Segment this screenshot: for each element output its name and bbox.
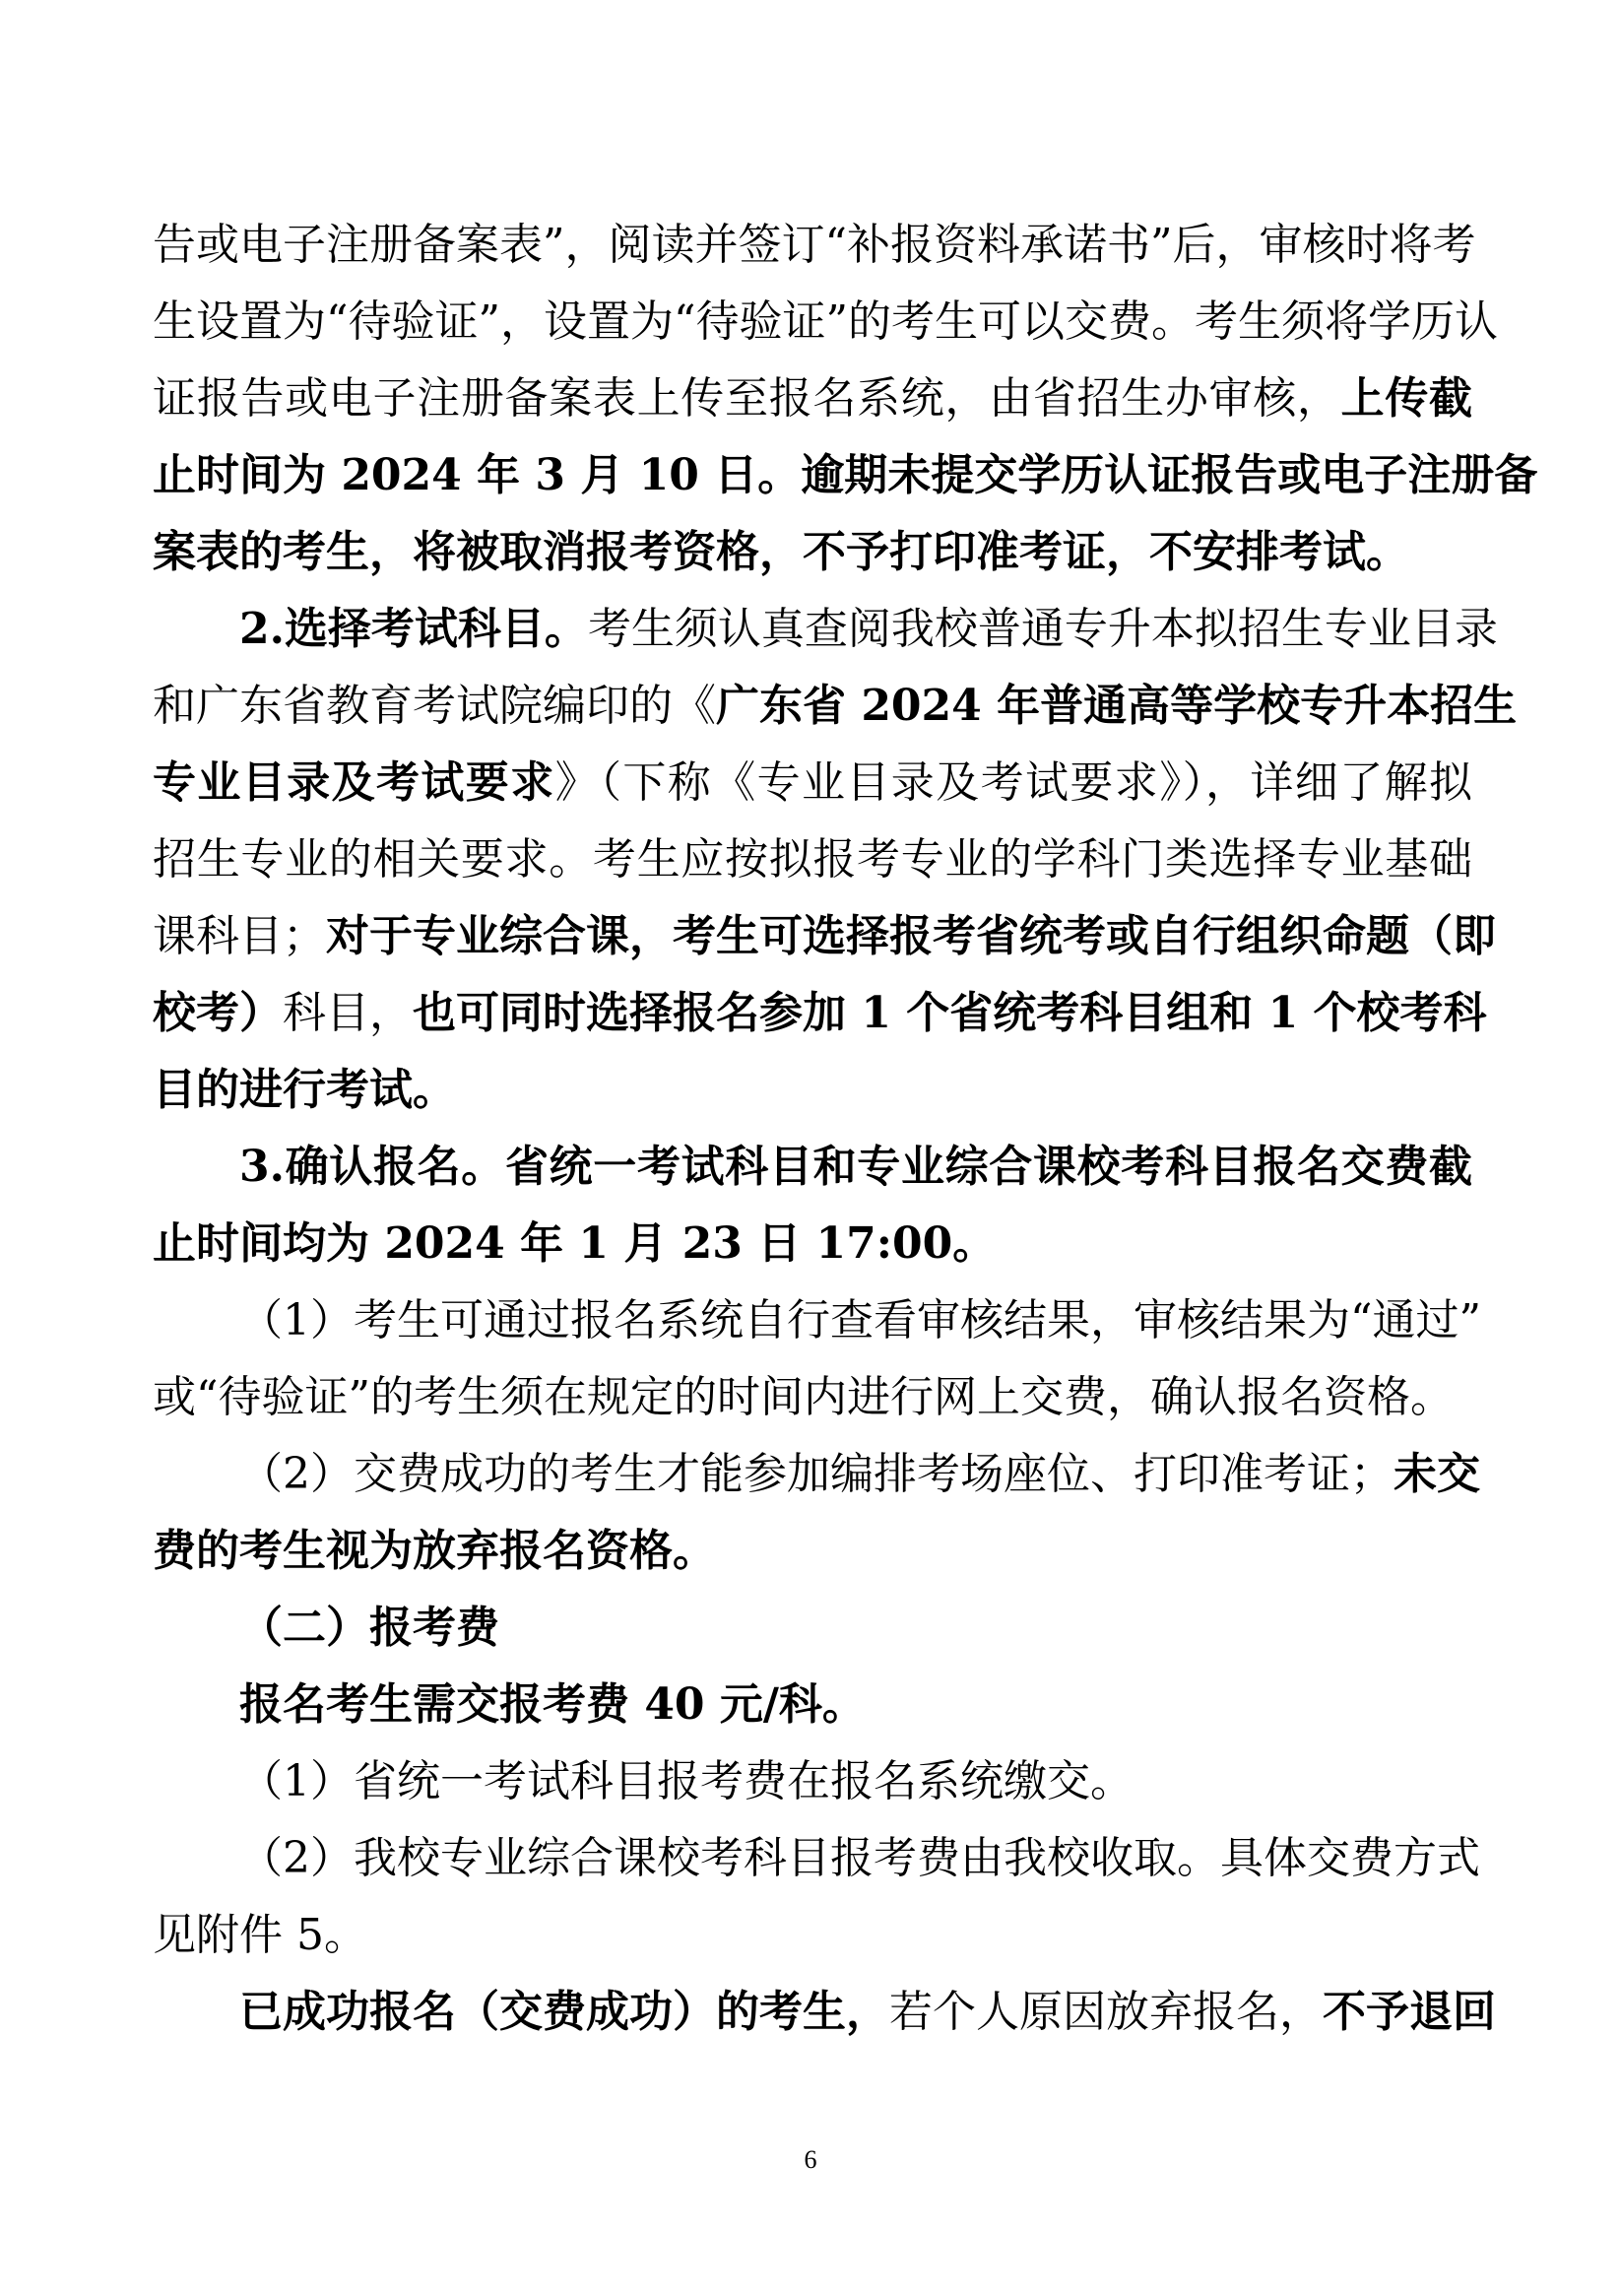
text-line: [153, 898, 1496, 975]
bold-text-segment: 止时间均为 2024 年 1 月 23 日 17:00。: [153, 1218, 997, 1269]
bold-text-segment: 3.确认报名。省统一考试科目和专业综合课校考科目报名交费截: [239, 1142, 1472, 1192]
bold-text-segment: 专业目录及考试要求: [153, 757, 555, 808]
text-segment: （2）我校专业综合课校考科目报考费由我校收取。具体交费方式: [239, 1833, 1480, 1883]
text-line: [153, 514, 1472, 591]
text-segment: 课科目；: [153, 911, 326, 961]
text-line: [153, 284, 1498, 361]
text-line: [153, 1436, 1480, 1513]
text-segment: （1）省统一考试科目报考费在报名系统缴交。: [239, 1756, 1134, 1806]
text-line: [153, 591, 1498, 668]
bold-text-segment: 校考）: [153, 988, 283, 1038]
text-line: [153, 207, 1476, 284]
text-segment: （1）考生可通过报名系统自行查看审核结果，审核结果为“通过”: [239, 1295, 1481, 1345]
bold-text-segment: 未交: [1394, 1449, 1480, 1499]
text-line: [153, 1667, 1472, 1743]
bold-text-segment: 不予退回: [1323, 1987, 1496, 2037]
text-line: [153, 1743, 1472, 1820]
text-line: [153, 668, 1518, 745]
text-segment: 见附件 5。: [153, 1910, 367, 1960]
text-segment: 或“待验证”的考生须在规定的时间内进行网上交费，确认报名资格。: [153, 1372, 1454, 1422]
page-number: 6: [804, 2145, 817, 2174]
text-line: [153, 1590, 1472, 1667]
text-segment: 和广东省教育考试院编印的《: [153, 681, 716, 731]
bold-text-segment: 报名考生需交报考费 40 元/科。: [239, 1679, 866, 1730]
text-line: [153, 361, 1472, 437]
bold-text-segment: 广东省 2024 年普通高等学校专升本招生: [716, 681, 1518, 731]
bold-text-segment: 已成功报名（交费成功）的考生，: [239, 1987, 889, 2037]
text-segment: 》（下称《专业目录及考试要求》），详细了解拟: [554, 757, 1473, 808]
text-segment: （2）交费成功的考生才能参加编排考场座位、打印准考证；: [239, 1449, 1394, 1499]
document-body: [153, 207, 1538, 2051]
text-line: [153, 821, 1472, 898]
text-segment: 若个人原因放弃报名，: [889, 1987, 1323, 2037]
text-line: [153, 1820, 1480, 1897]
text-line: [153, 1052, 1472, 1129]
text-line: [153, 1359, 1472, 1436]
text-segment: 考生须认真查阅我校普通专升本拟招生专业目录: [587, 604, 1498, 654]
text-line: [153, 1129, 1472, 1206]
text-line: [153, 1974, 1496, 2051]
text-segment: 科目，: [283, 988, 413, 1038]
text-segment: 招生专业的相关要求。考生应按拟报考专业的学科门类选择专业基础: [153, 834, 1472, 885]
bold-text-segment: 也可同时选择报名参加 1 个省统考科目组和 1 个校考科: [413, 988, 1487, 1038]
text-line: [153, 1206, 1472, 1282]
text-segment: 告或电子注册备案表”，阅读并签订“补报资料承诺书”后，审核时将考: [153, 220, 1476, 270]
text-line: [153, 437, 1538, 514]
bold-text-segment: 2.选择考试科目。: [239, 604, 588, 654]
bold-text-segment: 费的考生视为放弃报名资格。: [153, 1526, 716, 1576]
text-line: [153, 1897, 1472, 1974]
bold-text-segment: （二）报考费: [239, 1603, 499, 1653]
text-segment: 生设置为“待验证”，设置为“待验证”的考生可以交费。考生须将学历认: [153, 296, 1498, 347]
text-segment: 证报告或电子注册备案表上传至报名系统，由省招生办审核，: [153, 373, 1341, 424]
text-line: [153, 745, 1472, 821]
bold-text-segment: 止时间为 2024 年 3 月 10 日。逾期未提交学历认证报告或电子注册备: [153, 450, 1538, 500]
text-line: [153, 1282, 1481, 1359]
bold-text-segment: 上传截: [1340, 373, 1473, 424]
text-line: [153, 975, 1487, 1052]
bold-text-segment: 目的进行考试。: [153, 1065, 456, 1115]
bold-text-segment: 对于专业综合课，考生可选择报考省统考或自行组织命题（即: [326, 911, 1496, 961]
text-line: [153, 1513, 1472, 1590]
bold-text-segment: 案表的考生，将被取消报考资格，不予打印准考证，不安排考试。: [153, 527, 1409, 577]
